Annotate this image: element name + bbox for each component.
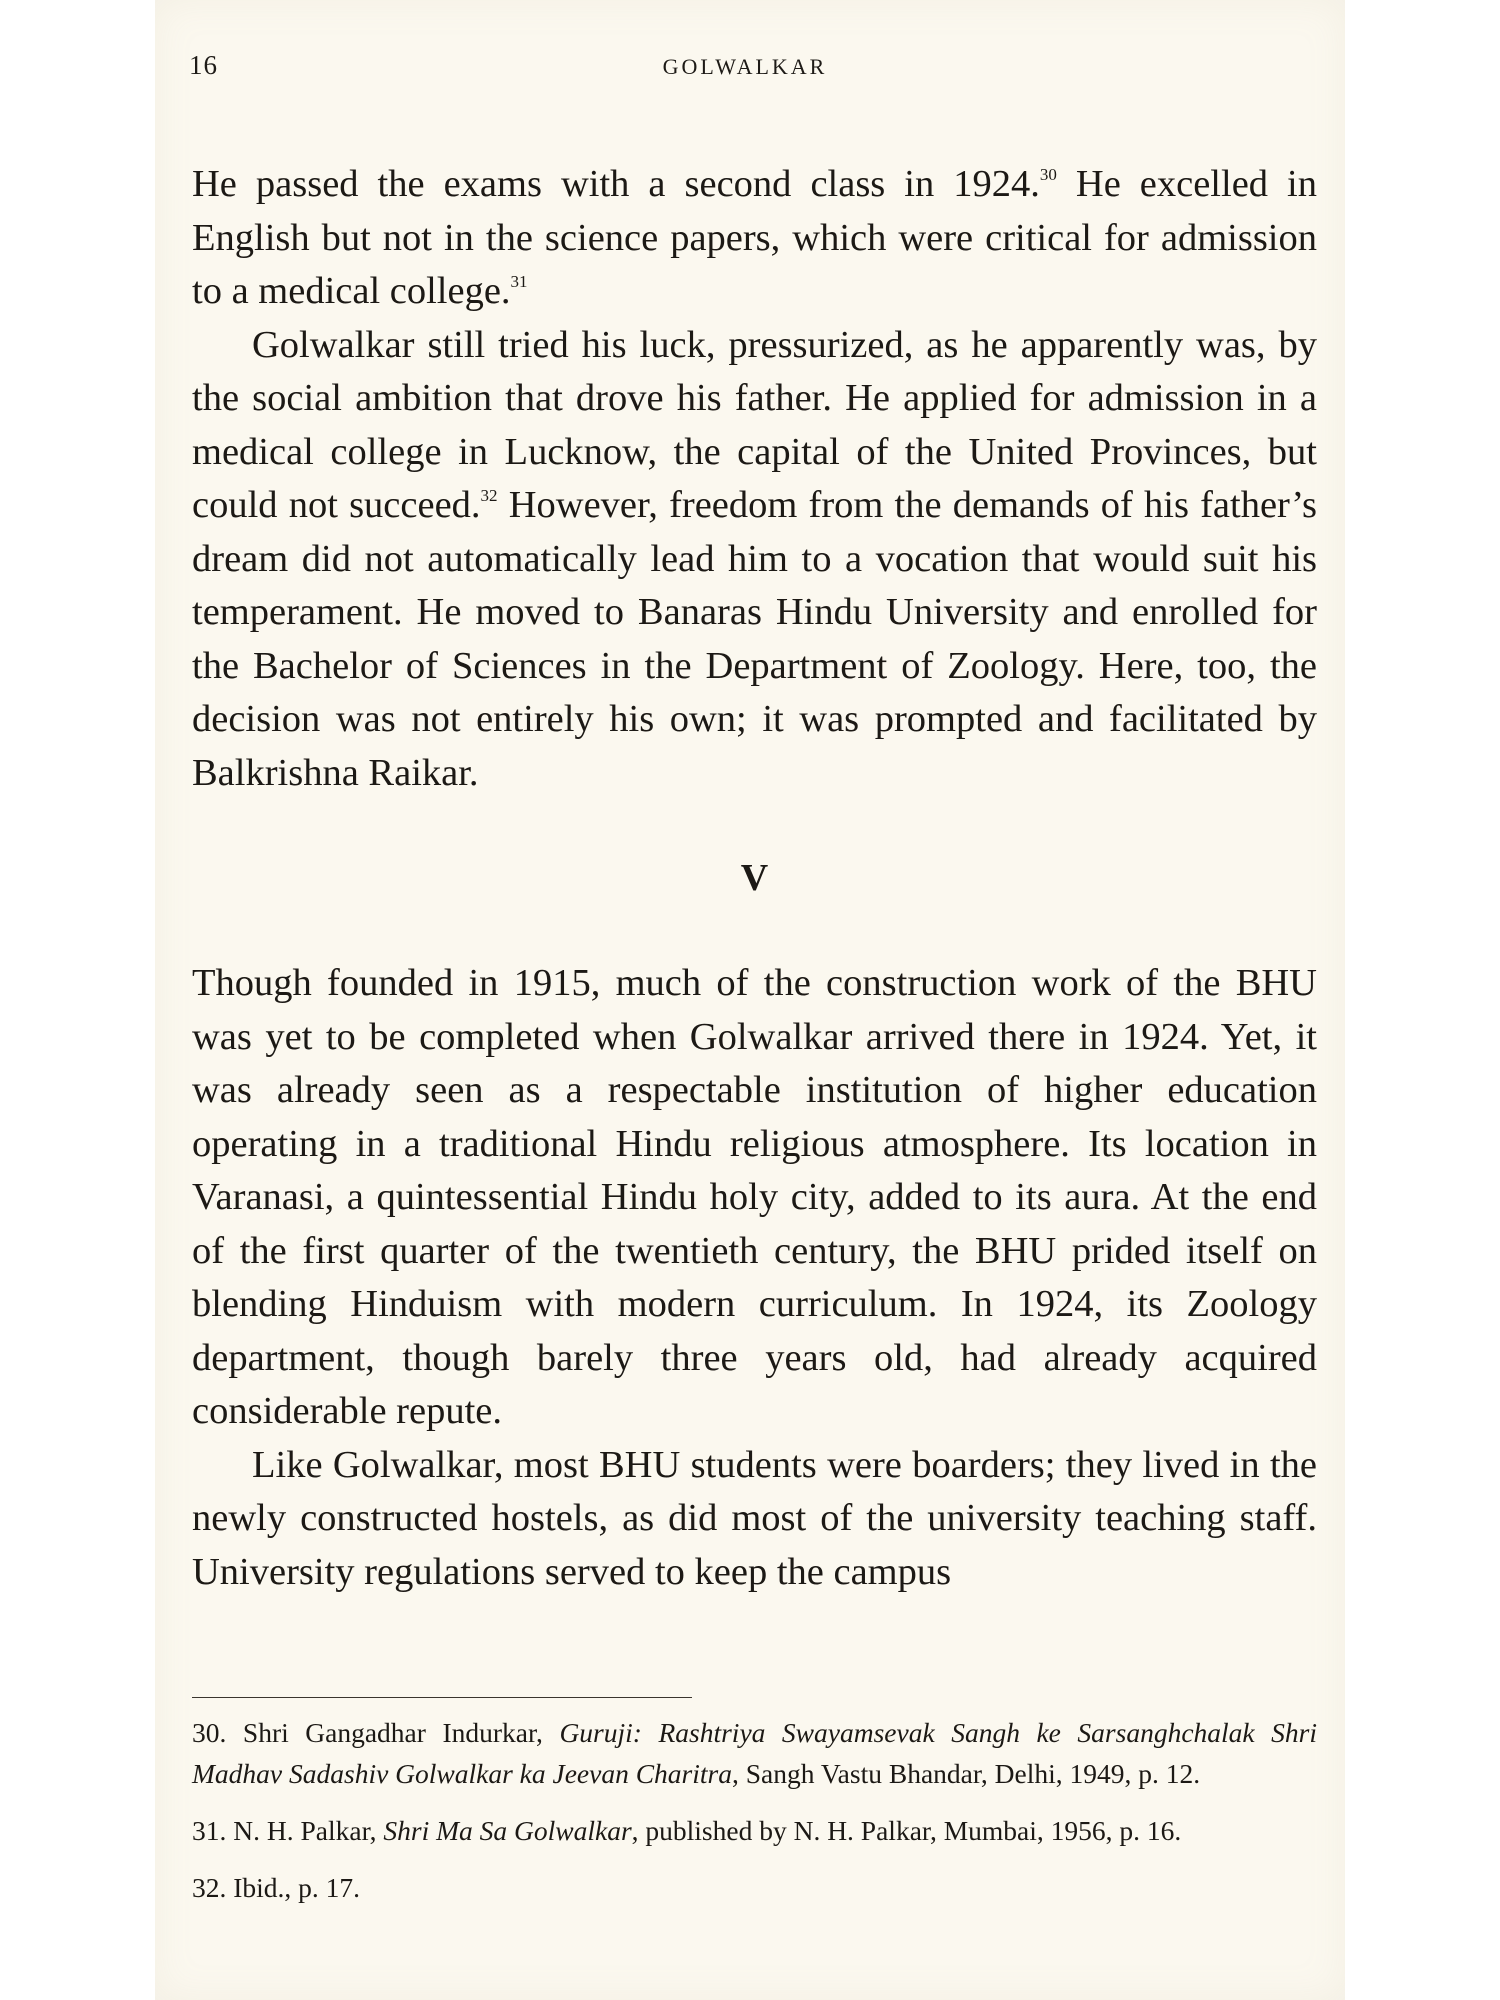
footnote-text: , published by N. H. Palkar, Mumbai, 1956, p. 16. <box>631 1815 1182 1846</box>
footnote-number: 31. <box>192 1815 227 1846</box>
footnote-32 <box>192 1867 1317 1908</box>
page-number: 16 <box>189 50 218 80</box>
footnote-number: 30. <box>192 1717 227 1748</box>
section-heading: V <box>740 857 769 899</box>
paragraph-2-text-b: However, freedom from the demands of his father’s dream did not automatically lead him to a vocation that would suit his temperament. He moved to Banaras Hindu University and enrolled for the Bachelor of Sciences in the Department of Zoology. Here, too, the decision was not entirely his own; it was prompted and facilitated by Balkrishna Raikar. <box>192 484 1317 794</box>
footnote-ref-31: 31 <box>510 272 528 291</box>
footnote-ref-30: 30 <box>1039 165 1057 184</box>
paragraph-2 <box>192 319 1317 801</box>
footnote-number: 32. <box>192 1872 227 1903</box>
footnote-text: , Sangh Vastu Bhandar, Delhi, 1949, p. 12. <box>731 1758 1201 1789</box>
footnote-30 <box>192 1712 1317 1794</box>
footnote-text: Ibid., p. 17. <box>226 1872 361 1903</box>
body-text <box>192 158 1317 1599</box>
footnote-31 <box>192 1810 1317 1851</box>
footnote-text: N. H. Palkar, <box>226 1815 384 1846</box>
footnote-book-title: Guruji: Rashtriya Swayamsevak Sangh ke Sarsanghchalak Shri Madhav Sadashiv Golwalkar ka Jeevan Charitra <box>192 1717 1317 1789</box>
paragraph-2-text-a: Golwalkar still tried his luck, pressurized, as he apparently was, by the social ambition that drove his father. He applied for admission in a medical college in Lucknow, the capital of the United Provinces, but could not succeed. <box>192 323 1317 526</box>
book-page <box>155 0 1345 2000</box>
running-title: GOLWALKAR <box>662 54 828 79</box>
paragraph-4: Like Golwalkar, most BHU students were boarders; they lived in the newly constructed hostels, as did most of the university teaching staff. University regulations served to keep the campus <box>192 1443 1317 1593</box>
footnote-text: Shri Gangadhar Indurkar, <box>226 1717 560 1748</box>
footnote-ref-32: 32 <box>480 486 498 505</box>
footnotes <box>192 1712 1317 1924</box>
running-head <box>155 50 1345 90</box>
paragraph-1-text-b: He excelled in English but not in the science papers, which were critical for admission to a medical college. <box>192 163 1317 312</box>
paragraph-1-text-a: He passed the exams with a second class in 1924. <box>192 163 1040 205</box>
footnote-divider <box>192 1697 692 1698</box>
footnote-book-title: Shri Ma Sa Golwalkar <box>383 1815 632 1846</box>
paragraph-1 <box>192 158 1317 319</box>
paragraph-3: Though founded in 1915, much of the construction work of the BHU was yet to be completed when Golwalkar arrived there in 1924. Yet, it was already seen as a respectable institution of higher education operating in a traditional Hindu religious atmosphere. Its location in Varanasi, a quintessential Hindu holy city, added to its aura. At the end of the first quarter of the twentieth century, the BHU prided itself on blending Hinduism with modern curriculum. In 1924, its Zoology department, though barely three years old, had already acquired considerable repute. <box>192 962 1317 1432</box>
